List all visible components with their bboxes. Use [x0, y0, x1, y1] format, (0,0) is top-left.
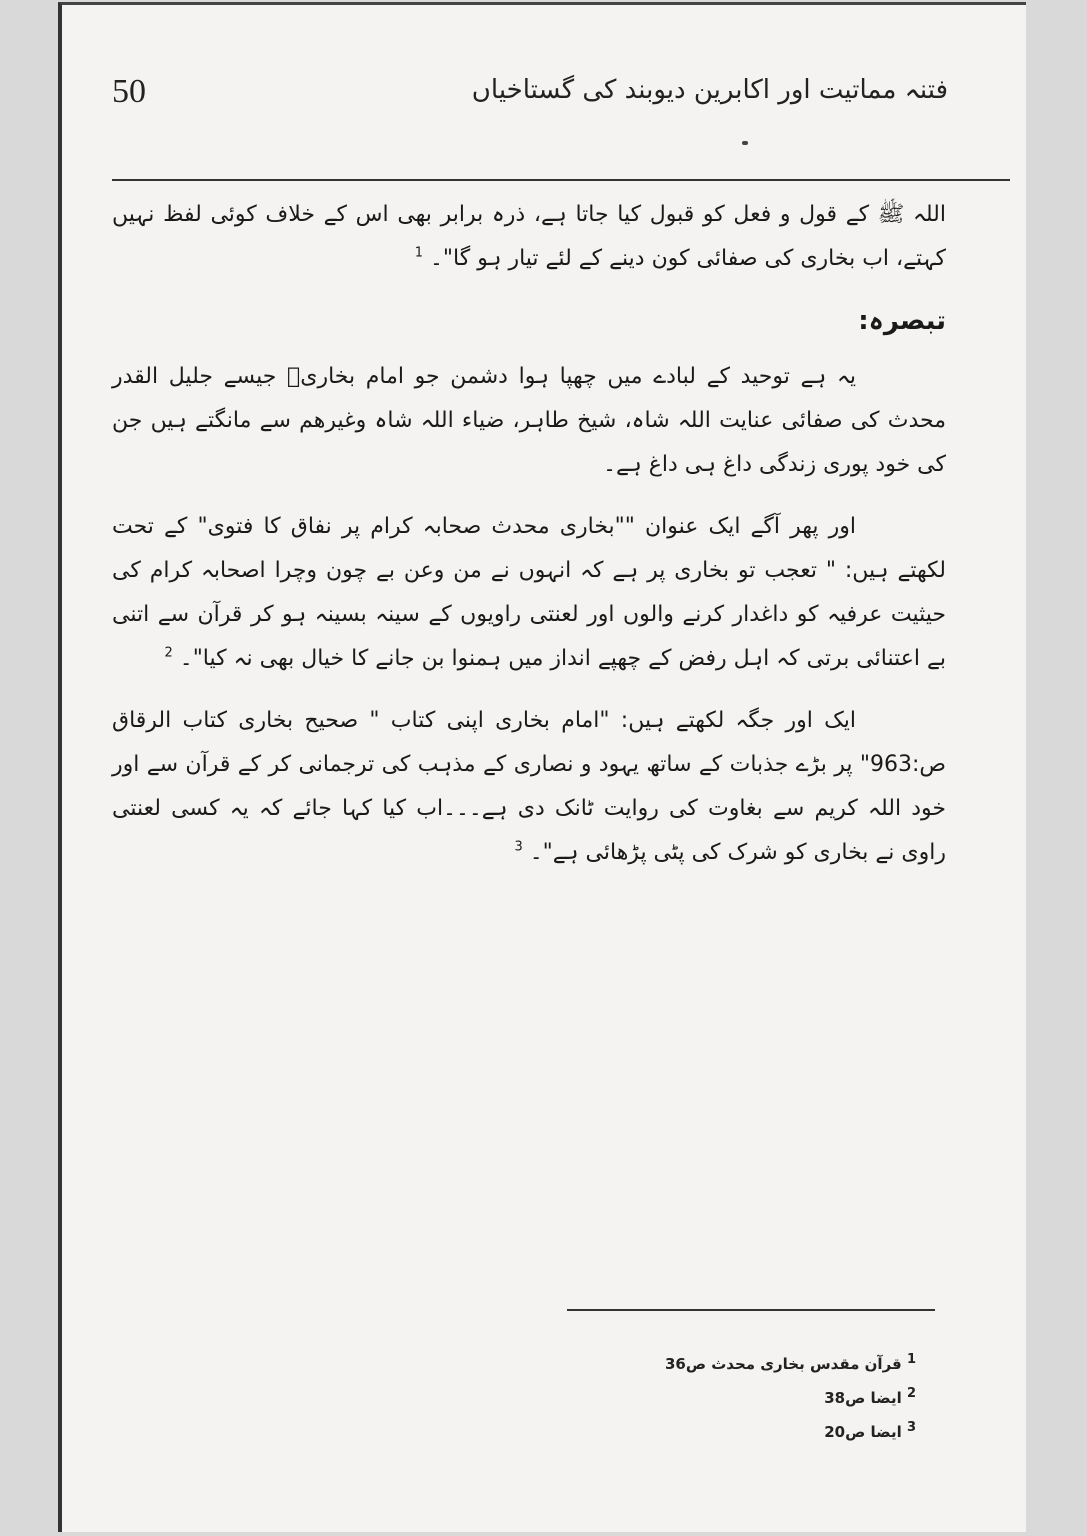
running-title: فتنہ مماتیت اور اکابرین دیوبند کی گستاخیاں	[471, 75, 948, 105]
footnote-text: ایضا ص38	[824, 1389, 902, 1407]
paragraph-1-text: اللہ ﷺ کے قول و فعل کو قبول کیا جاتا ہے، ذرہ برابر بھی اس کے خلاف کوئی لفظ نہیں کہتے، اب بخاری کی صفائی کون دینے کے لئے تیار ہو گا"۔	[112, 202, 946, 271]
ink-mark	[742, 141, 748, 145]
footnote-number: 2	[906, 1386, 916, 1401]
footnote-ref-2: 2	[164, 645, 173, 661]
footnote-item	[536, 1415, 916, 1449]
footnote-number: 3	[906, 1420, 916, 1435]
paragraph-2: یہ ہے توحید کے لبادے میں چھپا ہوا دشمن جو امام بخاریؒ جیسے جلیل القدر محدث کی صفائی عنایت اللہ شاہ، شیخ طاہر، ضیاء اللہ شاہ وغیرھم سے مانگتے ہیں جن کی خود پوری زندگی داغ ہی داغ ہے۔	[112, 364, 946, 477]
footnote-item	[536, 1381, 916, 1415]
footnote-divider	[567, 1309, 935, 1311]
section-heading: تبصرہ:	[858, 306, 946, 336]
header-divider	[112, 179, 1010, 181]
document-page	[58, 2, 1026, 1532]
paragraph-3-text: اور پھر آگے ایک عنوان ""بخاری محدث صحابہ کرام پر نفاق کا فتوی" کے تحت لکھتے ہیں: " تعجب تو بخاری پر ہے کہ انہوں نے من وعن بے چون وچرا اصحابہ کرام کی حیثیت عرفیہ کو داغدار کرنے والوں اور لعنتی راویوں کے سینہ بسینہ ہو کر قرآن سے اتنی بے اعتنائی برتی کہ اہل رفض کے چھپے انداز میں ہمنوا بن جانے کا خیال بھی نہ کیا"۔	[112, 514, 946, 671]
page-number: 50	[112, 73, 146, 110]
footnote-ref-3: 3	[514, 839, 523, 855]
paragraph-4	[112, 699, 946, 875]
footnote-text: قرآن مقدس بخاری محدث ص36	[664, 1355, 902, 1373]
footnotes	[536, 1347, 916, 1449]
paragraph-1	[112, 193, 946, 281]
paragraph-3	[112, 505, 946, 681]
footnote-item	[536, 1347, 916, 1381]
paragraph-4-text: ایک اور جگہ لکھتے ہیں: "امام بخاری اپنی کتاب " صحیح بخاری کتاب الرقاق ص:963" پر بڑے جذبات کے ساتھ یہود و نصاری کے مذہب کی ترجمانی کر کے قرآن سے اور خود اللہ کریم سے بغاوت کی روایت ٹانک دی ہے۔۔۔اب کیا کہا جائے کہ یہ کسی لعنتی راوی نے بخاری کو شرک کی پٹی پڑھائی ہے"۔	[112, 708, 946, 865]
footnote-number: 1	[906, 1352, 916, 1367]
footnote-ref-1: 1	[414, 245, 424, 261]
body-text	[112, 193, 946, 893]
footnote-text: ایضا ص20	[824, 1423, 902, 1441]
